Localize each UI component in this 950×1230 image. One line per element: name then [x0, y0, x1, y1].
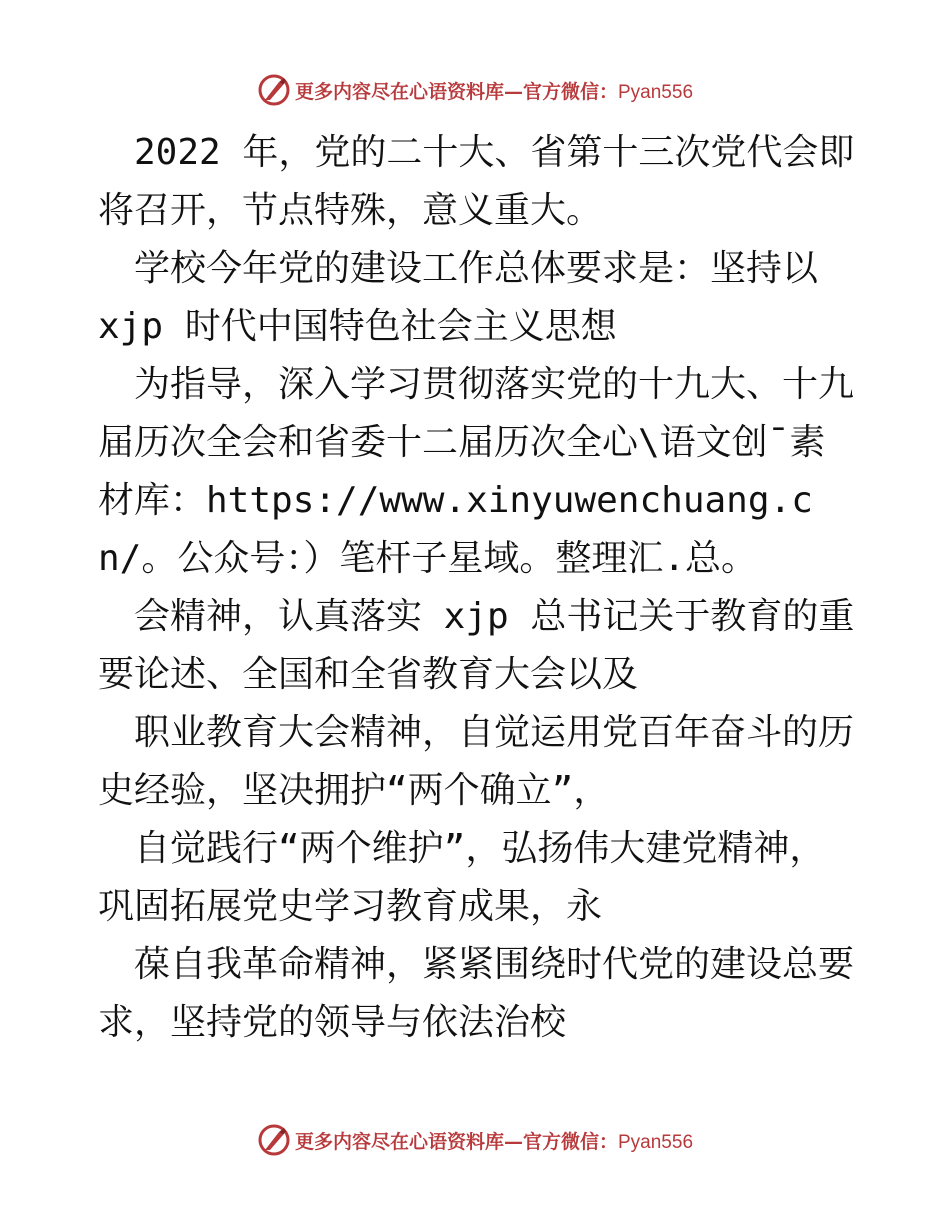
paragraph-3: 为指导，深入学习贯彻落实党的十九大、十九届历次全会和省委十二届历次全心\语文创¯素材库：https://www.xinyuwenchuang.cn/。公众号：）笔杆子星域。整理汇.总。	[98, 364, 855, 579]
footer-wechat-id: Pyan556	[618, 1131, 694, 1153]
header-banner-text: 更多内容尽在心语资料库—官方微信：Pyan556	[294, 80, 694, 103]
paragraph-7: 葆自我革命精神，紧紧围绕时代党的建设总要求，坚持党的领导与依法治校	[98, 944, 855, 1043]
quill-pen-seal-icon	[257, 1123, 291, 1157]
header-wechat-id: Pyan556	[618, 81, 694, 103]
paragraph-6: 自觉践行“两个维护”，弘扬伟大建党精神，巩固拓展党史学习教育成果，永	[98, 828, 826, 927]
footer-banner	[0, 1120, 950, 1160]
footer-banner-text: 更多内容尽在心语资料库—官方微信：Pyan556	[294, 1130, 694, 1153]
paragraph-5: 职业教育大会精神，自觉运用党百年奋斗的历史经验，坚决拥护“两个确立”，	[98, 712, 855, 811]
header-banner	[0, 70, 950, 110]
paragraph-1: 2022 年，党的二十大、省第十三次党代会即将召开，节点特殊，意义重大。	[98, 132, 855, 231]
paragraph-4: 会精神，认真落实 xjp 总书记关于教育的重要论述、全国和全省教育大会以及	[98, 596, 855, 695]
paragraph-2: 学校今年党的建设工作总体要求是：坚持以 xjp 时代中国特色社会主义思想	[98, 248, 819, 347]
quill-pen-seal-icon	[257, 73, 291, 107]
document-body	[98, 124, 858, 1052]
